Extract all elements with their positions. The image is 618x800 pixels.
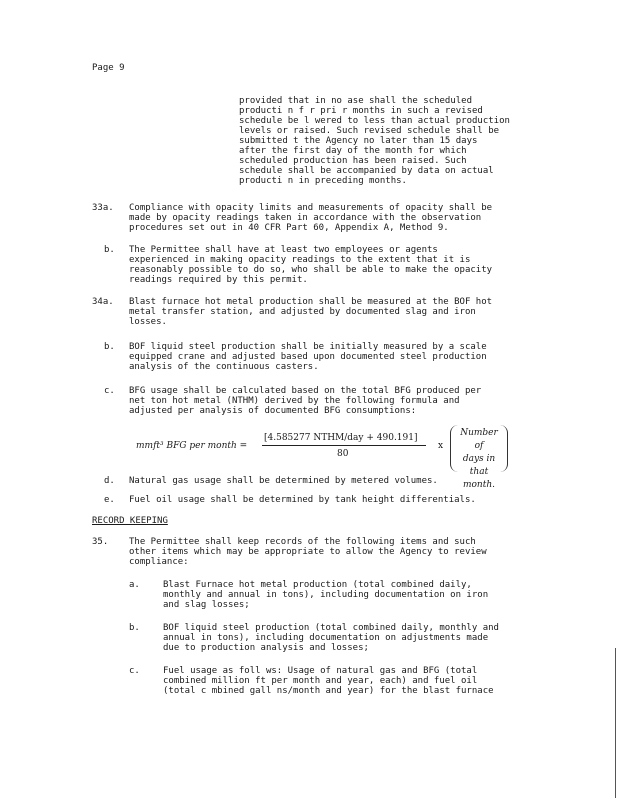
- item-label: 33a.: [92, 203, 114, 213]
- text-line: other items which may be appropriate to allow the Agency to review: [129, 547, 487, 557]
- text-line: BOF liquid steel production (total combined daily, monthly and: [163, 623, 499, 633]
- item-label: b.: [104, 342, 115, 352]
- continuation-paragraph: [239, 96, 510, 186]
- text-line: experienced in making opacity readings to the extent that it is: [129, 255, 471, 265]
- text-line: schedule shall be accompanied by data on actual: [239, 166, 494, 176]
- text-line: The Permittee shall have at least two employees or agents: [129, 245, 438, 255]
- text-line: procedures set out in 40 CFR Part 60, Appendix A, Method 9.: [129, 223, 449, 233]
- item-label: e.: [104, 495, 115, 505]
- text-line: BFG usage shall be calculated based on the total BFG produced per: [129, 386, 482, 396]
- item-label: 34a.: [92, 297, 114, 307]
- text-line: Blast Furnace hot metal production (total combined daily,: [163, 580, 472, 590]
- text-line: levels or raised. Such revised schedule shall be: [239, 126, 500, 136]
- text-line: Fuel oil usage shall be determined by tank height differentials.: [129, 495, 476, 505]
- item-33a-text: [129, 203, 492, 233]
- text-line: analysis of the continuous casters.: [129, 362, 319, 372]
- section-heading: RECORD KEEPING: [92, 516, 168, 526]
- subitem-35a-text: [163, 580, 488, 610]
- text-line: submitted t the Agency no later than 15 days: [239, 136, 478, 146]
- item-35-text: [129, 537, 487, 567]
- formula-times: x: [438, 441, 444, 451]
- text-line: adjusted per analysis of documented BFG consumptions:: [129, 406, 417, 416]
- item-label: d.: [104, 476, 115, 486]
- subitem-label: c.: [129, 666, 140, 676]
- item-label: b.: [104, 245, 115, 255]
- text-line: metal transfer station, and adjusted by documented slag and iron: [129, 307, 476, 317]
- text-line: annual in tons), including documentation on adjustments made: [163, 633, 489, 643]
- subitem-label: a.: [129, 580, 140, 590]
- item-label: c.: [104, 386, 115, 396]
- item-34a-text: [129, 297, 492, 327]
- text-line: provided that in no ase shall the scheduled: [239, 96, 472, 106]
- text-line: producti n in preceding months.: [239, 176, 407, 186]
- text-line: compliance:: [129, 557, 189, 567]
- text-line: due to production analysis and losses;: [163, 643, 369, 653]
- text-line: and slag losses;: [163, 600, 250, 610]
- item-34d-text: [129, 476, 438, 486]
- text-line: after the first day of the month for which: [239, 146, 467, 156]
- fraction-bar: [262, 445, 426, 446]
- text-line: net ton hot metal (NTHM) derived by the following formula and: [129, 396, 460, 406]
- text-line: Compliance with opacity limits and measurements of opacity shall be: [129, 203, 493, 213]
- text-line: Natural gas usage shall be determined by metered volumes.: [129, 476, 438, 486]
- scan-edge-line: [615, 648, 616, 798]
- text-line: made by opacity readings taken in accordance with the observation: [129, 213, 482, 223]
- text-line: Fuel usage as foll ws: Usage of natural gas and BFG (total: [163, 666, 478, 676]
- text-line: reasonably possible to do so, who shall be able to make the opacity: [129, 265, 493, 275]
- text-line: schedule be l wered to less than actual production: [239, 116, 510, 126]
- subitem-label: b.: [129, 623, 140, 633]
- text-line: The Permittee shall keep records of the following items and such: [129, 537, 476, 547]
- page-header: Page 9: [92, 63, 125, 73]
- text-line: losses.: [129, 317, 167, 327]
- text-line: BOF liquid steel production shall be initially measured by a scale: [129, 342, 487, 352]
- formula-numerator: [4.585277 NTHM/day + 490.191]: [264, 433, 418, 443]
- text-line: (total c mbined gall ns/month and year) for the blast furnace: [163, 686, 494, 696]
- text-line: scheduled production has been raised. Such: [239, 156, 467, 166]
- item-34e-text: [129, 495, 476, 505]
- text-line: readings required by this permit.: [129, 275, 308, 285]
- text-line: Blast furnace hot metal production shall be measured at the BOF hot: [129, 297, 493, 307]
- text-line: producti n f r pri r months in such a revised: [239, 106, 483, 116]
- item-34b-text: [129, 342, 487, 372]
- text-line: combined million ft per month and year, each) and fuel oil: [163, 676, 478, 686]
- item-label: 35.: [92, 537, 109, 547]
- text-line: monthly and annual in tons), including documentation on iron: [163, 590, 489, 600]
- formula-lhs: mmft³ BFG per month =: [136, 441, 248, 451]
- formula-denominator: 80: [337, 449, 349, 459]
- subitem-35c-text: [163, 666, 494, 696]
- item-33b-text: [129, 245, 492, 285]
- item-34c-text: [129, 386, 481, 416]
- factor-line: days in: [462, 454, 496, 464]
- factor-line: Number of: [460, 428, 498, 451]
- formula-factor: [456, 427, 502, 492]
- text-line: equipped crane and adjusted based upon documented steel production: [129, 352, 487, 362]
- subitem-35b-text: [163, 623, 499, 653]
- factor-line: that month.: [462, 467, 496, 490]
